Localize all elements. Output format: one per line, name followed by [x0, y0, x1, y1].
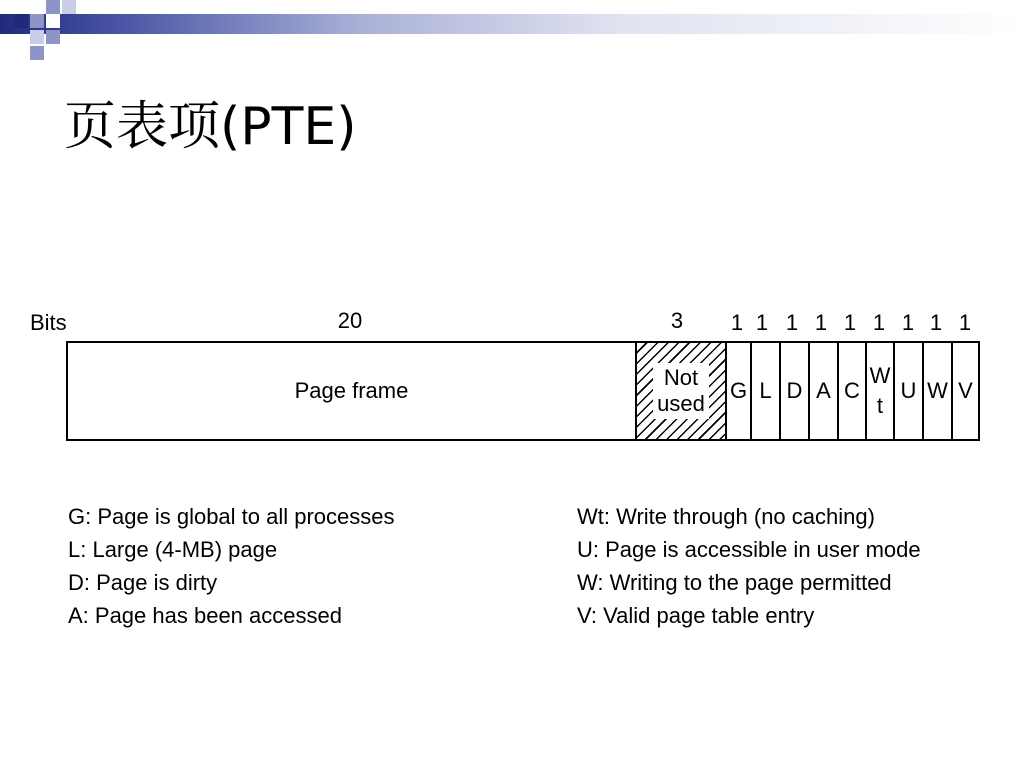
bit-width-v: 1: [958, 310, 972, 335]
bit-width-d: 1: [785, 310, 799, 335]
field-wt-label: [870, 361, 891, 421]
legend-left: [68, 500, 395, 632]
bit-width-u: 1: [901, 310, 915, 335]
bit-width-l: 1: [755, 310, 769, 335]
legend-item-l: L: Large (4-MB) page: [68, 537, 278, 562]
decor-square: [30, 30, 44, 44]
field-u: [895, 343, 924, 439]
field-not-used-line1: Not: [663, 365, 699, 390]
field-w-label: W: [927, 378, 948, 403]
header-gradient-bar: [0, 14, 1024, 34]
field-not-used-label: [653, 363, 709, 419]
legend-right: [577, 500, 921, 632]
bits-label: Bits: [30, 310, 67, 335]
pte-diagram: [66, 341, 980, 441]
field-not-used-line2: used: [657, 391, 705, 416]
field-g-label: G: [729, 378, 748, 403]
legend-item-u: U: Page is accessible in user mode: [577, 537, 921, 562]
field-wt: [867, 343, 895, 439]
decor-square: [14, 14, 28, 28]
decor-square: [30, 14, 44, 28]
legend-item-wt: Wt: Write through (no caching): [577, 504, 875, 529]
bit-width-g: 1: [730, 310, 744, 335]
field-u-label: U: [900, 378, 917, 403]
field-page-frame: [68, 343, 637, 439]
page-title: 页表项(PTE): [64, 97, 357, 157]
decor-square: [46, 0, 60, 14]
field-wt-line2: t: [876, 393, 884, 418]
field-v: [953, 343, 978, 439]
legend-item-w: W: Writing to the page permitted: [577, 570, 892, 595]
field-wt-line1: W: [869, 363, 891, 388]
decor-square: [46, 30, 60, 44]
field-v-label: V: [958, 378, 973, 403]
decor-square: [62, 0, 76, 14]
field-not-used: [637, 343, 727, 439]
legend-item-v: V: Valid page table entry: [577, 603, 815, 628]
legend-item-a: A: Page has been accessed: [68, 603, 342, 628]
bit-width-c: 1: [843, 310, 857, 335]
field-w: [924, 343, 953, 439]
field-c: [839, 343, 867, 439]
field-l-label: L: [759, 378, 772, 403]
bit-width-wt: 1: [872, 310, 886, 335]
field-l: [752, 343, 781, 439]
legend-item-d: D: Page is dirty: [68, 570, 218, 595]
field-d-label: D: [786, 378, 803, 403]
bit-width-w: 1: [929, 310, 943, 335]
field-g: [727, 343, 752, 439]
bit-width-page-frame: 20: [337, 308, 363, 333]
bit-width-not-used: 3: [670, 308, 684, 333]
legend-item-g: G: Page is global to all processes: [68, 504, 395, 529]
field-a: [810, 343, 839, 439]
field-c-label: C: [844, 378, 860, 403]
field-a-label: A: [816, 378, 831, 403]
field-d: [781, 343, 810, 439]
field-page-frame-label: Page frame: [294, 378, 409, 403]
bit-width-a: 1: [814, 310, 828, 335]
decor-square: [30, 46, 44, 60]
decor-square: [46, 14, 60, 28]
